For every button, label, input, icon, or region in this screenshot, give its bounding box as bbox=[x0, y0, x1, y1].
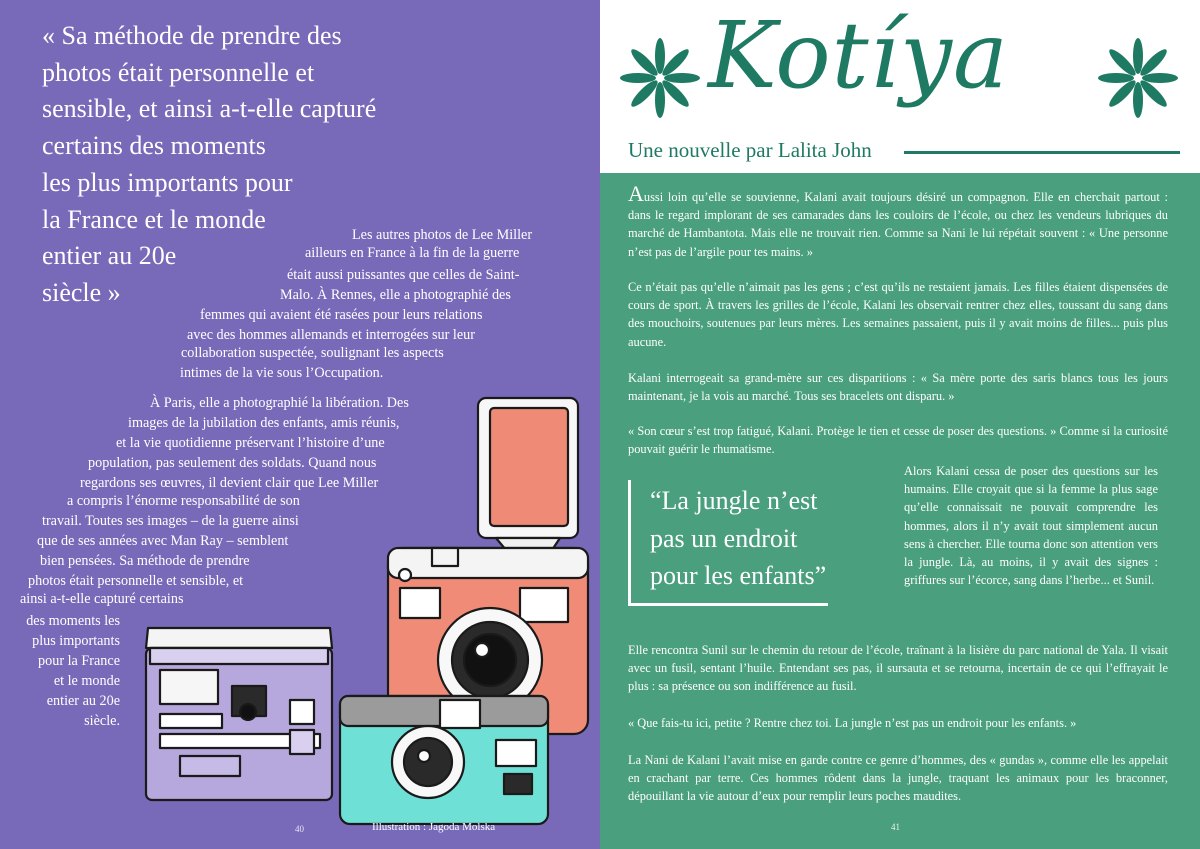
body-line: ailleurs en France à la fin de la guerre bbox=[305, 245, 520, 261]
byline-rule bbox=[904, 151, 1180, 154]
body-line: collaboration suspectée, soulignant les aspects bbox=[181, 345, 444, 361]
quote-line: siècle » bbox=[42, 277, 121, 307]
body-line: Malo. À Rennes, elle a photographié des bbox=[280, 287, 511, 303]
paragraph: Elle rencontra Sunil sur le chemin du retour de l’école, traînant à la lisière du parc national de Yala. Il visait avec un fusil, sentant l’huile. Entendant ses pas, il sursauta et se retourna, incertain de ce qui l’effrayait le plus : sa présence ou son indifférence au fusil. bbox=[628, 643, 1168, 694]
quote-line: entier au 20e bbox=[42, 241, 177, 271]
quote-line: les plus importants pour bbox=[42, 167, 293, 197]
paragraph: Aussi loin qu’elle se souvienne, Kalani avait toujours désiré un compagnon. Elle en cherchait partout : dans le regard implorant de ses camarades dans les couloirs de l’école, ou chez les vendeurs lubriques du marché de Hambantota. Mais elle ne trouvait rien. Comme sa Nani le lui répétait souvent : « Une personne n’est pas de l’argile pour tes mains. » bbox=[628, 181, 1168, 259]
story-title: Kotíya bbox=[708, 2, 1009, 109]
body-line: photos était personnelle et sensible, et bbox=[28, 573, 244, 589]
body-line: À Paris, elle a photographié la libération. Des bbox=[150, 395, 409, 411]
paragraph: « Que fais-tu ici, petite ? Rentre chez toi. La jungle n’est pas un endroit pour les enfants. » bbox=[628, 716, 1077, 730]
quote-line: « Sa méthode de prendre des bbox=[42, 21, 342, 50]
paragraph: Kalani interrogeait sa grand-mère sur ces disparitions : « Sa mère porte des saris blancs tous les jours maintenant, je la vois au marché. Tous ses bracelets ont disparu. » bbox=[628, 371, 1168, 404]
body-line: intimes de la vie sous l’Occupation. bbox=[180, 365, 384, 381]
body-line: était aussi puissantes que celles de Saint- bbox=[287, 267, 520, 283]
body-line: siècle. bbox=[84, 713, 120, 729]
body-line: bien pensées. Sa méthode de prendre bbox=[40, 553, 250, 569]
paragraph: La Nani de Kalani l’avait mise en garde contre ce genre d’hommes, des « gundas », comme elle les appelait en crachant par terre. Ces hommes rôdent dans la jungle, traquant les animaux pour les braconner, dépouillant la vie autour d’eux pour remplir leurs poches maudites. bbox=[628, 753, 1168, 804]
body-line: regardons ses œuvres, il devient clair que Lee Miller bbox=[80, 475, 379, 491]
body-line: travail. Toutes ses images – de la guerre ainsi bbox=[42, 513, 299, 529]
asterisk-star-icon bbox=[1096, 36, 1180, 120]
pull-quote-text bbox=[650, 482, 890, 595]
body-line: que de ses années avec Man Ray – semblent bbox=[37, 533, 289, 549]
paragraph: Ce n’était pas qu’elle n’aimait pas les gens ; c’est qu’ils ne restaient jamais. Les filles étaient dispensées de cours de sport. À travers les grilles de l’école, Kalani les observait rentrer chez elles, toussant du sang dans des mouchoirs, soutenues par leurs mères. Les semaines passaient, puis il y avait moins de filles... puis plus aucune. bbox=[628, 280, 1168, 349]
body-line: des moments les bbox=[26, 613, 120, 629]
body-line: et le monde bbox=[53, 673, 120, 689]
right-page bbox=[600, 0, 1200, 849]
body-line: plus importants bbox=[32, 633, 120, 649]
pull-quote-box bbox=[628, 480, 858, 606]
pull-quote-rule bbox=[628, 603, 828, 606]
illustration-credit: Illustration : Jagoda Molska bbox=[372, 821, 496, 833]
body-line: ainsi a-t-elle capturé certains bbox=[20, 591, 184, 607]
body-line: avec des hommes allemands et interrogées sur leur bbox=[187, 327, 475, 343]
story-byline: Une nouvelle par Lalita John bbox=[628, 138, 872, 162]
body-line: femmes qui avaient été rasées pour leurs relations bbox=[200, 307, 483, 323]
pull-quote-line: “La jungle n’est bbox=[650, 486, 818, 515]
body-line: entier au 20e bbox=[46, 693, 120, 709]
page-number: 41 bbox=[891, 822, 900, 832]
body-line: pour la France bbox=[38, 653, 120, 669]
pull-quote-line: pour les enfants” bbox=[650, 561, 827, 590]
pull-quote-line: pas un endroit bbox=[650, 523, 798, 553]
quote-line: photos était personnelle et bbox=[42, 57, 315, 87]
quote-line: certains des moments bbox=[42, 131, 266, 161]
body-line: images de la jubilation des enfants, amis réunis, bbox=[128, 415, 400, 431]
asterisk-star-icon bbox=[618, 36, 702, 120]
pull-quote-border bbox=[628, 480, 631, 606]
body-line: population, pas seulement des soldats. Quand nous bbox=[88, 455, 377, 471]
body-line: et la vie quotidienne préservant l’histoire d’une bbox=[116, 435, 385, 451]
quote-line: la France et le monde bbox=[42, 204, 266, 234]
page-number: 40 bbox=[295, 824, 304, 834]
paragraph: Alors Kalani cessa de poser des questions sur les humains. Elle croyait que si la femme la plus sage qu’elle connaissait ne pouvait comprendre les hommes, alors il n’y avait tout simplement aucun sens à chercher. Elle tourna donc son attention vers la jungle. Là, au moins, il y avait des signes : griffures sur l’écorce, sang dans l’herbe... et Sunil. bbox=[904, 464, 1158, 588]
body-line: a compris l’énorme responsabilité de son bbox=[67, 493, 300, 509]
quote-line: sensible, et ainsi a-t-elle capturé bbox=[42, 94, 377, 124]
paragraph: « Son cœur s’est trop fatigué, Kalani. Protège le tien et cesse de poser des questions. » Comme si la curiosité pouvait guérir le rhumatisme. bbox=[628, 424, 1168, 457]
body-line: Les autres photos de Lee Miller bbox=[352, 227, 533, 243]
